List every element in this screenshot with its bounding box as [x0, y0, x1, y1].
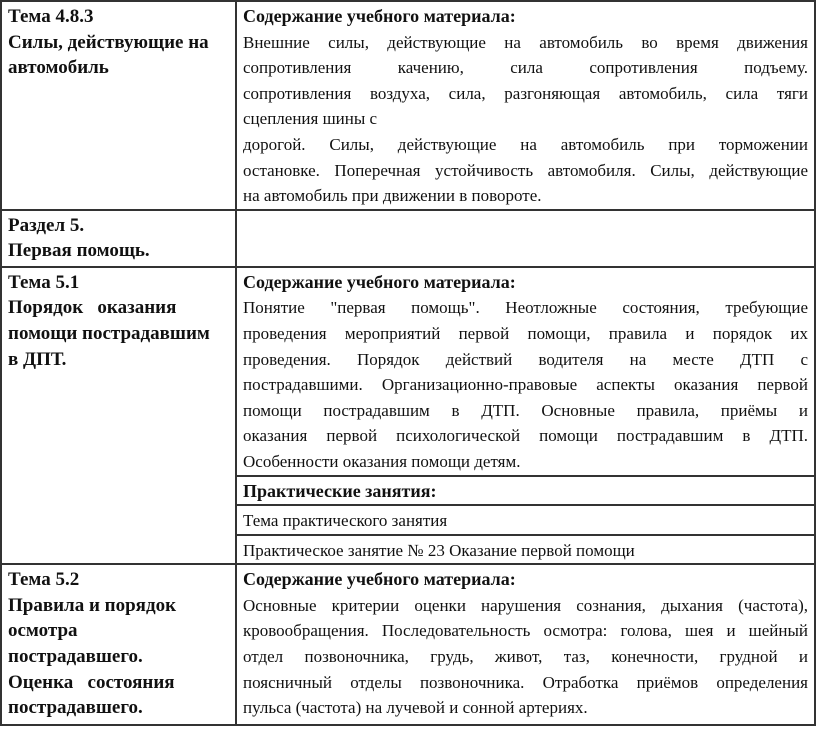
content-heading: Содержание учебного материала: — [243, 271, 516, 292]
topic-title: пострадавшего. — [8, 697, 143, 719]
section-cell — [1, 210, 236, 267]
topic-number: Тема 5.2 — [8, 569, 80, 591]
content-line: Основные критерии оценки нарушения сознания, дыхания (частота), — [243, 595, 808, 615]
content-line: дорогой. Силы, действующие на автомобиль при торможении — [243, 134, 808, 154]
topic-title: пострадавшего. — [8, 646, 143, 668]
content-line: на автомобиль при движении в повороте. — [243, 186, 542, 206]
content-line: оказания первой психологической помощи пострадавшим в ДТП. — [243, 426, 808, 446]
table-row — [1, 210, 815, 267]
table-row — [1, 1, 815, 210]
practical-heading-cell — [236, 476, 815, 506]
content-line: поясничный отделы позвоночника. Отработка приёмов определения — [243, 672, 808, 692]
content-cell — [236, 1, 815, 210]
topic-title: автомобиль — [8, 57, 109, 79]
practical-topic-cell — [236, 505, 815, 535]
topic-title: в ДПТ. — [8, 348, 67, 370]
section-title: Первая помощь. — [8, 240, 150, 262]
practical-item: Практическое занятие № 23 Оказание первой помощи — [243, 540, 635, 560]
section-number: Раздел 5. — [8, 214, 85, 236]
topic-title: Порядок оказания — [8, 297, 177, 319]
content-cell — [236, 210, 815, 267]
content-line: Внешние силы, действующие на автомобиль во время движения — [243, 32, 808, 52]
practical-heading: Практические занятия: — [243, 480, 437, 501]
content-line: Понятие "первая помощь". Неотложные состояния, требующие — [243, 298, 808, 318]
practical-item-cell — [236, 535, 815, 565]
content-line: остановке. Поперечная устойчивость автомобиля. Силы, действующие — [243, 160, 808, 180]
topic-title: Оценка состояния — [8, 671, 175, 693]
topic-number: Тема 5.1 — [8, 271, 80, 293]
content-line: сопротивления воздуха, сила, разгоняющая автомобиль, сила тяги — [243, 83, 808, 103]
topic-title: осмотра — [8, 620, 78, 642]
topic-cell — [1, 267, 236, 565]
content-line: сцепления шины с — [243, 109, 378, 129]
content-cell — [236, 267, 815, 476]
content-line: проведения мероприятий первой помощи, правила и порядок их — [243, 323, 808, 343]
topic-cell — [1, 564, 236, 725]
table-row — [1, 267, 815, 476]
content-line: кровообращения. Последовательность осмотра: голова, шея и шейный — [243, 621, 808, 641]
content-line: пострадавшими. Организационно-правовые аспекты оказания первой — [243, 375, 808, 395]
topic-title: Силы, действующие на — [8, 31, 209, 53]
content-heading: Содержание учебного материала: — [243, 569, 516, 590]
content-line: помощи пострадавшим в ДТП. Основные правила, приёмы и — [243, 400, 808, 420]
content-heading: Содержание учебного материала: — [243, 6, 516, 26]
content-line: отдел позвоночника, грудь, живот, таз, конечности, грудной и — [243, 647, 808, 667]
content-cell — [236, 564, 815, 725]
topic-title: помощи пострадавшим — [8, 322, 210, 344]
content-line: проведения. Порядок действий водителя на месте ДТП с — [243, 349, 808, 369]
content-line: Особенности оказания помощи детям. — [243, 451, 521, 471]
content-line: пульса (частота) на лучевой и сонной артериях. — [243, 698, 588, 718]
content-line: сопротивления качению, сила сопротивления подъему. — [243, 58, 808, 78]
topic-number: Тема 4.8.3 — [8, 6, 94, 27]
topic-title: Правила и порядок — [8, 594, 177, 616]
topic-cell — [1, 1, 236, 210]
practical-topic: Тема практического занятия — [243, 511, 448, 531]
table-row — [1, 564, 815, 725]
